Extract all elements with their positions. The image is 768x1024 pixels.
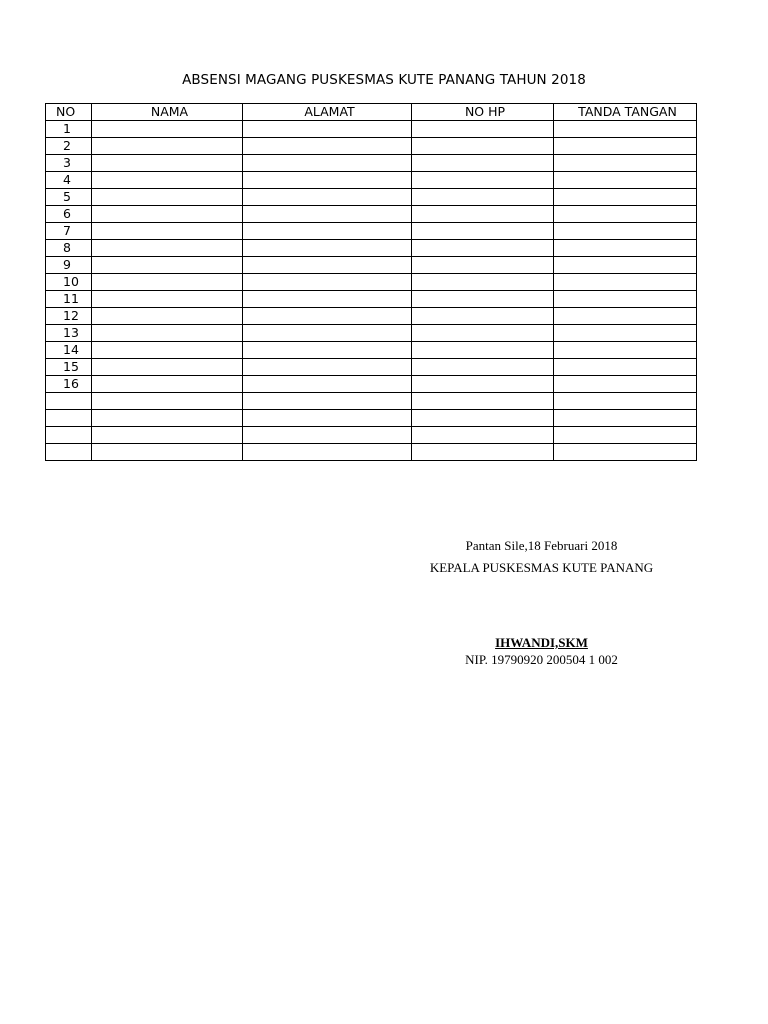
cell-nama	[92, 206, 243, 223]
cell-alamat	[243, 359, 412, 376]
cell-nama	[92, 240, 243, 257]
cell-tanda-tangan	[554, 393, 697, 410]
cell-tanda-tangan	[554, 359, 697, 376]
cell-no-hp	[412, 206, 554, 223]
cell-tanda-tangan	[554, 138, 697, 155]
cell-alamat	[243, 291, 412, 308]
cell-tanda-tangan	[554, 240, 697, 257]
table-row	[46, 274, 697, 291]
signature-place-date: Pantan Sile,18 Februari 2018	[465, 538, 618, 553]
cell-no-hp	[412, 325, 554, 342]
table-row	[46, 325, 697, 342]
table-row	[46, 189, 697, 206]
signature-position: KEPALA PUSKESMAS KUTE PANANG	[429, 560, 654, 575]
table-row	[46, 172, 697, 189]
cell-alamat	[243, 223, 412, 240]
cell-nama	[92, 189, 243, 206]
cell-no: 9	[46, 257, 92, 274]
cell-nama	[92, 274, 243, 291]
cell-no-hp	[412, 257, 554, 274]
cell-no: 5	[46, 189, 92, 206]
signature-nip: NIP. 19790920 200504 1 002	[465, 652, 618, 667]
cell-no-hp	[412, 426, 554, 443]
cell-no: 16	[46, 376, 92, 393]
cell-no: 6	[46, 206, 92, 223]
cell-alamat	[243, 426, 412, 443]
cell-nama	[92, 155, 243, 172]
cell-nama	[92, 308, 243, 325]
cell-no-hp	[412, 223, 554, 240]
attendance-table	[45, 103, 697, 461]
table-body	[46, 121, 697, 461]
cell-tanda-tangan	[554, 206, 697, 223]
table-row	[46, 443, 697, 460]
table-row	[46, 393, 697, 410]
header-alamat: ALAMAT	[243, 104, 412, 121]
cell-no	[46, 426, 92, 443]
table-row	[46, 240, 697, 257]
header-no: NO	[46, 104, 92, 121]
cell-nama	[92, 172, 243, 189]
cell-no-hp	[412, 291, 554, 308]
cell-no: 7	[46, 223, 92, 240]
cell-tanda-tangan	[554, 223, 697, 240]
cell-tanda-tangan	[554, 426, 697, 443]
cell-tanda-tangan	[554, 257, 697, 274]
cell-nama	[92, 409, 243, 426]
table-header-row	[46, 104, 697, 121]
cell-alamat	[243, 240, 412, 257]
cell-nama	[92, 359, 243, 376]
cell-no-hp	[412, 376, 554, 393]
cell-no-hp	[412, 308, 554, 325]
cell-nama	[92, 223, 243, 240]
cell-no	[46, 409, 92, 426]
cell-tanda-tangan	[554, 308, 697, 325]
cell-no-hp	[412, 274, 554, 291]
cell-tanda-tangan	[554, 172, 697, 189]
cell-no: 8	[46, 240, 92, 257]
cell-no-hp	[412, 121, 554, 138]
cell-alamat	[243, 409, 412, 426]
cell-alamat	[243, 206, 412, 223]
cell-no-hp	[412, 189, 554, 206]
cell-alamat	[243, 189, 412, 206]
cell-nama	[92, 257, 243, 274]
table-row	[46, 359, 697, 376]
cell-nama	[92, 426, 243, 443]
header-no-hp: NO HP	[412, 104, 554, 121]
cell-alamat	[243, 308, 412, 325]
cell-no: 10	[46, 274, 92, 291]
cell-tanda-tangan	[554, 376, 697, 393]
cell-tanda-tangan	[554, 325, 697, 342]
cell-no: 12	[46, 308, 92, 325]
cell-no: 4	[46, 172, 92, 189]
table-row	[46, 223, 697, 240]
cell-nama	[92, 443, 243, 460]
header-tanda-tangan: TANDA TANGAN	[554, 104, 697, 121]
cell-no: 14	[46, 342, 92, 359]
cell-no: 3	[46, 155, 92, 172]
cell-alamat	[243, 443, 412, 460]
cell-alamat	[243, 138, 412, 155]
cell-no-hp	[412, 359, 554, 376]
table-row	[46, 426, 697, 443]
cell-alamat	[243, 121, 412, 138]
cell-alamat	[243, 393, 412, 410]
cell-tanda-tangan	[554, 121, 697, 138]
cell-alamat	[243, 342, 412, 359]
cell-alamat	[243, 257, 412, 274]
cell-alamat	[243, 376, 412, 393]
cell-no	[46, 393, 92, 410]
cell-tanda-tangan	[554, 443, 697, 460]
cell-tanda-tangan	[554, 155, 697, 172]
cell-nama	[92, 325, 243, 342]
cell-tanda-tangan	[554, 189, 697, 206]
cell-no-hp	[412, 240, 554, 257]
cell-nama	[92, 393, 243, 410]
table-row	[46, 308, 697, 325]
cell-no-hp	[412, 443, 554, 460]
table-row	[46, 138, 697, 155]
cell-nama	[92, 291, 243, 308]
cell-no: 1	[46, 121, 92, 138]
cell-no-hp	[412, 155, 554, 172]
cell-nama	[92, 121, 243, 138]
cell-tanda-tangan	[554, 409, 697, 426]
table-row	[46, 291, 697, 308]
cell-no: 2	[46, 138, 92, 155]
cell-no: 11	[46, 291, 92, 308]
cell-no-hp	[412, 393, 554, 410]
cell-alamat	[243, 274, 412, 291]
cell-tanda-tangan	[554, 274, 697, 291]
cell-no	[46, 443, 92, 460]
cell-alamat	[243, 155, 412, 172]
cell-nama	[92, 376, 243, 393]
header-nama: NAMA	[92, 104, 243, 121]
signature-name: IHWANDI,SKM	[495, 635, 588, 650]
cell-no: 15	[46, 359, 92, 376]
table-row	[46, 342, 697, 359]
table-row	[46, 206, 697, 223]
table-row	[46, 257, 697, 274]
cell-no-hp	[412, 138, 554, 155]
cell-no: 13	[46, 325, 92, 342]
cell-tanda-tangan	[554, 342, 697, 359]
cell-alamat	[243, 172, 412, 189]
table-row	[46, 155, 697, 172]
cell-no-hp	[412, 409, 554, 426]
cell-nama	[92, 138, 243, 155]
document-title: ABSENSI MAGANG PUSKESMAS KUTE PANANG TAHUN 2018	[182, 72, 586, 88]
cell-nama	[92, 342, 243, 359]
cell-no-hp	[412, 342, 554, 359]
cell-tanda-tangan	[554, 291, 697, 308]
table-row	[46, 121, 697, 138]
table-row	[46, 409, 697, 426]
table-row	[46, 376, 697, 393]
cell-no-hp	[412, 172, 554, 189]
cell-alamat	[243, 325, 412, 342]
